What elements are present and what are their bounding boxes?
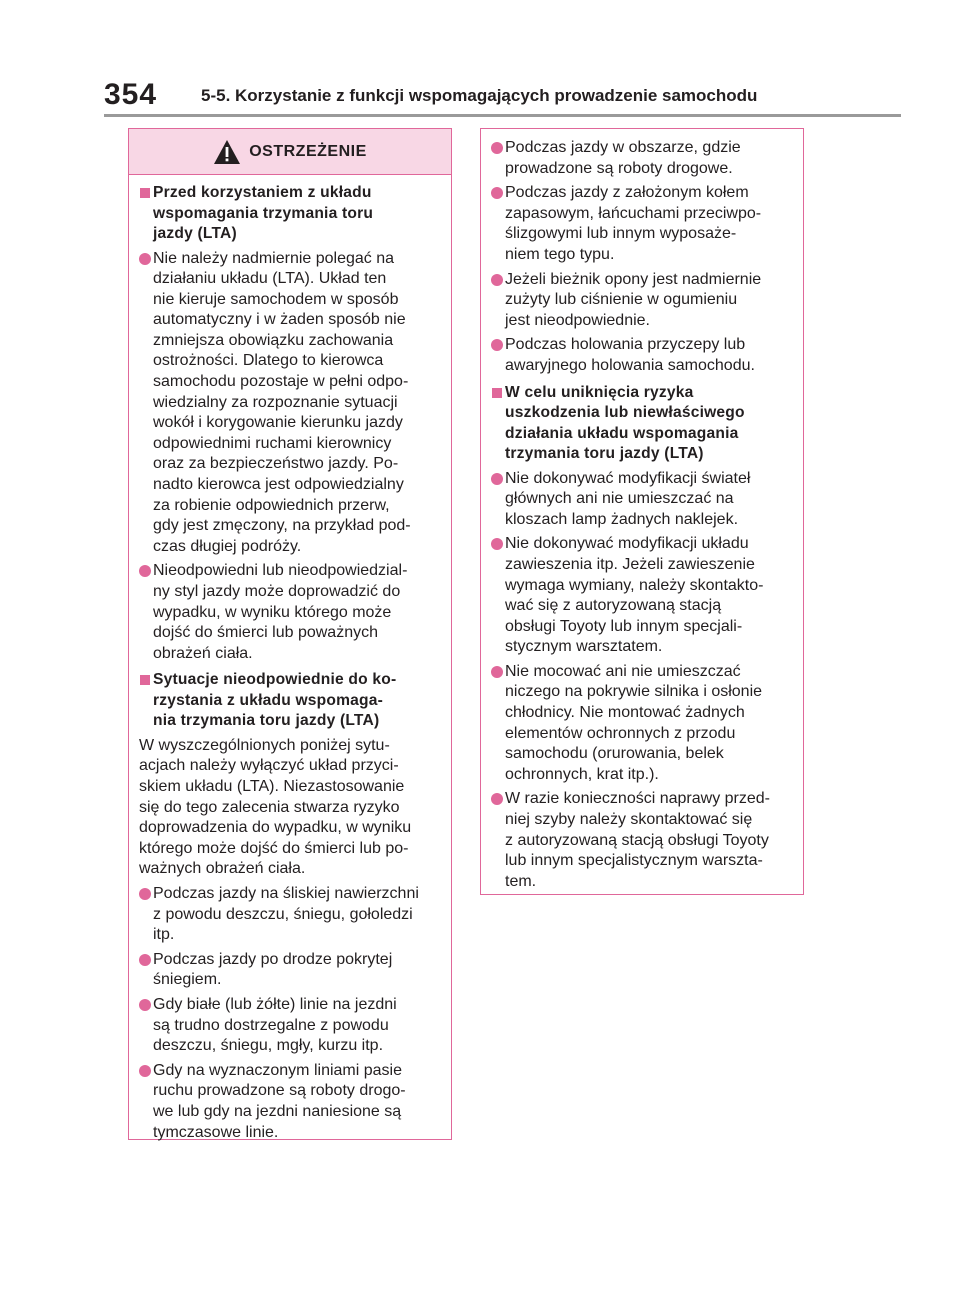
text-line: ślizgowymi lub innym wyposaże- (505, 225, 737, 243)
text-line: we lub gdy na jezdni naniesione są (153, 1102, 402, 1120)
text-line: automatyczny i w żaden sposób nie (153, 311, 406, 329)
text-line: trzymania toru jazdy (LTA) (505, 445, 704, 463)
circle-bullet-icon (491, 793, 503, 805)
warning-triangle-icon (213, 139, 241, 165)
text-line: głównych ani nie umieszczać na (505, 490, 734, 508)
circle-bullet-icon (139, 999, 151, 1011)
text-line: itp. (153, 926, 175, 944)
text-line: Gdy białe (lub żółte) linie na jezdni (153, 996, 397, 1013)
text-line: W celu uniknięcia ryzyka (505, 383, 694, 401)
text-line: tymczasowe linie. (153, 1123, 279, 1141)
text-line: odpowiednimi ruchami kierownicy (153, 434, 392, 452)
text-line: nie kieruje samochodem w sposób (153, 290, 399, 308)
list-item (139, 249, 442, 558)
text-line: oraz za bezpieczeństwo jazdy. Po- (153, 455, 399, 473)
text-line: stycznym warsztatem. (505, 638, 663, 656)
text-line: chłodnicy. Nie montować żadnych (505, 704, 745, 722)
text-line: Nie dokonywać modyfikacji układu (505, 535, 749, 553)
circle-bullet-icon (139, 253, 151, 265)
list-item (491, 662, 794, 786)
circle-bullet-icon (491, 666, 503, 678)
circle-bullet-icon (491, 538, 503, 550)
text-line: Nie dokonywać modyfikacji świateł (505, 469, 751, 487)
text-line: zmniejsza obowiązku zachowania (153, 331, 394, 349)
circle-bullet-icon (491, 187, 503, 199)
text-line: Sytuacje nieodpowiednie do ko- (153, 671, 397, 689)
text-line: wokół i korygowanie kierunku jazdy (153, 414, 403, 432)
text-line: Nie należy nadmiernie polegać na (153, 249, 395, 267)
text-line: Przed korzystaniem z układu (153, 184, 372, 201)
list-item (491, 335, 794, 376)
text-line: elementów ochronnych z przodu (505, 724, 736, 742)
text-line: dojść do śmierci lub poważnych (153, 624, 378, 642)
text-line: doprowadzenia do wypadku, w wyniku (139, 819, 412, 837)
square-bullet-icon (140, 188, 150, 198)
text-line: za robienie odpowiednich przerw, (153, 496, 390, 514)
text-line: W razie konieczności naprawy przed- (505, 790, 770, 808)
section-header-title: 5-5. Korzystanie z funkcji wspomagających prowadzenie samochodu (201, 86, 758, 105)
page-number: 354 (104, 78, 158, 111)
text-line: ochronnych, krat itp.). (505, 765, 659, 783)
list-item (491, 138, 794, 179)
list-item (491, 183, 794, 265)
text-line: niczego na pokrywie silnika i osłonie (505, 683, 763, 701)
list-item (491, 270, 794, 332)
warning-box-right (480, 128, 804, 895)
list-item (139, 884, 442, 946)
text-line: obsługi Toyoty lub innym specjali- (505, 617, 743, 635)
text-line: działaniu układu (LTA). Układ ten (153, 270, 387, 288)
text-line: uszkodzenia lub niewłaściwego (505, 404, 745, 422)
text-line: którego może dojść do śmierci lub po- (139, 839, 409, 857)
list-item (491, 534, 794, 658)
text-line: Podczas jazdy na śliskiej nawierzchni (153, 885, 419, 903)
text-line: samochodu pozostaje w pełni odpo- (153, 373, 409, 391)
text-line: wymaga wymiany, należy skontakto- (505, 576, 764, 594)
text-line: niej szyby należy skontaktować się (505, 811, 753, 829)
warning-label: OSTRZEŻENIE (249, 142, 367, 160)
text-line: ostrożności. Dlatego to kierowca (153, 352, 384, 370)
list-item (491, 789, 794, 892)
text-line: tem. (505, 872, 537, 890)
section-heading (491, 383, 794, 465)
circle-bullet-icon (491, 274, 503, 286)
paragraph (139, 736, 442, 880)
circle-bullet-icon (491, 142, 503, 154)
text-line: wypadku, w wyniku którego może (153, 603, 392, 621)
circle-bullet-icon (139, 565, 151, 577)
section-heading (139, 670, 442, 732)
square-bullet-icon (140, 675, 150, 685)
text-line: się do tego zalecenia stwarza ryzyko (139, 798, 400, 816)
section-heading (139, 183, 442, 245)
circle-bullet-icon (139, 888, 151, 900)
text-line: Podczas jazdy po drodze pokrytej (153, 950, 393, 968)
text-line: W wyszczególnionych poniżej sytu- (139, 736, 390, 754)
text-line: lub innym specjalistycznym warszta- (505, 852, 763, 870)
text-line: skiem układu (LTA). Niezastosowanie (139, 778, 405, 796)
text-line: śniegiem. (153, 971, 222, 989)
text-line: niem tego typu. (505, 245, 615, 263)
text-line: wiedzialny za rozpoznanie sytuacji (153, 393, 398, 411)
list-item (139, 561, 442, 664)
circle-bullet-icon (491, 339, 503, 351)
text-line: Podczas jazdy z założonym kołem (505, 184, 749, 202)
list-item (139, 1061, 442, 1143)
text-line: zużyty lub ciśnienie w ogumieniu (505, 291, 738, 309)
header-rule (104, 114, 901, 117)
warning-box-left (128, 128, 452, 1140)
square-bullet-icon (492, 388, 502, 398)
text-line: prowadzone są roboty drogowe. (505, 159, 733, 177)
text-line: są trudno dostrzegalne z powodu (153, 1016, 389, 1034)
text-line: Podczas jazdy w obszarze, gdzie (505, 139, 741, 156)
text-line: obrażeń ciała. (153, 644, 253, 662)
list-item (139, 995, 442, 1057)
text-line: czas długiej podróży. (153, 537, 302, 555)
text-line: z powodu deszczu, śniegu, gołoledzi (153, 905, 413, 923)
circle-bullet-icon (139, 954, 151, 966)
text-line: zapasowym, łańcuchami przeciwpo- (505, 204, 762, 222)
text-line: wać się z autoryzowaną stacją (505, 597, 722, 615)
text-line: działania układu wspomagania (505, 424, 739, 442)
text-line: z autoryzowaną stacją obsługi Toyoty (505, 831, 769, 849)
text-line: rzystania z układu wspomaga- (153, 691, 384, 709)
text-line: ny styl jazdy może doprowadzić do (153, 583, 401, 600)
text-line: Nie mocować ani nie umieszczać (505, 662, 741, 680)
text-line: acjach należy wyłączyć układ przyci- (139, 757, 399, 775)
text-line: kloszach lamp żadnych naklejek. (505, 510, 739, 528)
text-line: wspomagania trzymania toru (153, 204, 374, 222)
text-line: gdy jest zmęczony, na przykład pod- (153, 517, 411, 535)
list-item (491, 469, 794, 531)
text-line: ważnych obrażeń ciała. (139, 860, 306, 878)
text-line: awaryjnego holowania samochodu. (505, 356, 755, 374)
text-line: deszczu, śniegu, mgły, kurzu itp. (153, 1037, 384, 1055)
text-line: zawieszenia itp. Jeżeli zawieszenie (505, 555, 755, 573)
text-line: ruchu prowadzone są roboty drogo- (153, 1082, 406, 1100)
warning-header (129, 129, 451, 175)
circle-bullet-icon (491, 473, 503, 485)
circle-bullet-icon (139, 1065, 151, 1077)
text-line: nia trzymania toru jazdy (LTA) (153, 712, 380, 730)
text-line: nadto kierowca jest odpowiedzialny (153, 476, 404, 494)
list-item (139, 950, 442, 991)
text-line: Gdy na wyznaczonym liniami pasie (153, 1061, 402, 1079)
text-line: samochodu (orurowania, belek (505, 745, 724, 763)
text-line: jazdy (LTA) (153, 225, 237, 242)
text-line: jest nieodpowiednie. (505, 311, 650, 329)
text-line: Nieodpowiedni lub nieodpowiedzial- (153, 562, 408, 580)
text-line: Podczas holowania przyczepy lub (505, 336, 746, 354)
text-line: Jeżeli bieżnik opony jest nadmiernie (505, 270, 762, 288)
